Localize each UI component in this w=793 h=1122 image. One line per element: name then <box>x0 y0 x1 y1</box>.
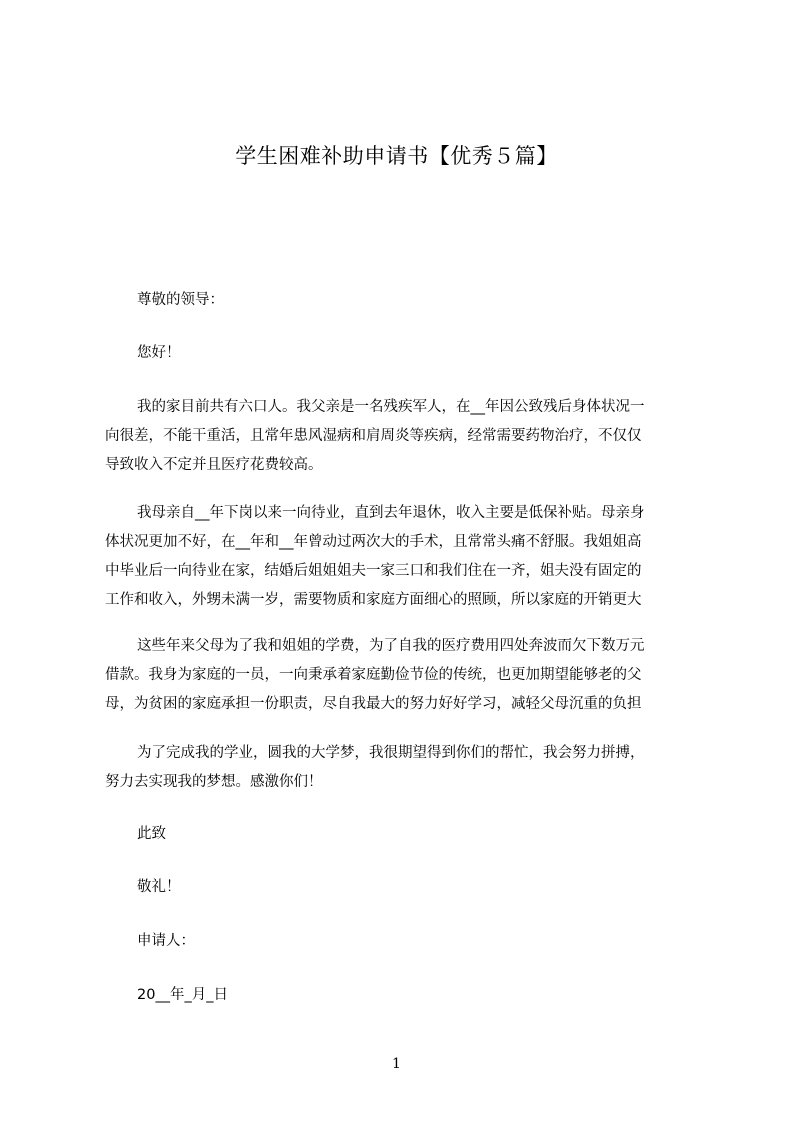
paragraph-family <box>105 393 705 480</box>
paragraph-line: 我的家目前共有六口人。我父亲是一名残疾军人，在__年因公致残后身体状况一 <box>137 399 645 415</box>
paragraph-line: 努力去实现我的梦想。感激你们！ <box>105 774 323 790</box>
paragraph-line: 借款。我身为家庭的一员，一向秉承着家庭勤俭节俭的传统，也更加期望能够老的父 <box>105 667 642 683</box>
paragraph-line: 工作和收入，外甥未满一岁，需要物质和家庭方面细心的照顾，所以家庭的开销更大 <box>105 592 642 608</box>
greeting: 您好！ <box>137 345 181 361</box>
paragraph-mother <box>105 499 705 615</box>
paragraph-line: 母，为贫困的家庭承担一份职责，尽自我最大的努力好好学习，减轻父母沉重的负担 <box>105 696 642 712</box>
paragraph-line: 中毕业后一向待业在家，结婚后姐姐姐夫一家三口和我们住在一齐，姐夫没有固定的 <box>105 563 642 579</box>
applicant-label: 申请人： <box>137 933 195 949</box>
document-title: 学生困难补助申请书【优秀５篇】 <box>235 144 558 168</box>
paragraph-parents <box>105 632 705 719</box>
paragraph-goal <box>105 739 705 797</box>
paragraph-line: 体状况更加不好，在__年和__年曾动过两次大的手术，且常常头痛不舒服。我姐姐高 <box>105 534 642 550</box>
page-number: 1 <box>392 1056 401 1072</box>
closing-line-1: 此致 <box>137 826 166 842</box>
paragraph-line: 导致收入不定并且医疗花费较高。 <box>105 457 323 473</box>
paragraph-line: 为了完成我的学业，圆我的大学梦，我很期望得到你们的帮忙，我会努力拼搏， <box>137 745 645 761</box>
salutation: 尊敬的领导： <box>137 292 224 308</box>
paragraph-line: 向很差，不能干重活，且常年患风湿病和肩周炎等疾病，经常需要药物治疗，不仅仅 <box>105 428 642 444</box>
paragraph-line: 我母亲自__年下岗以来一向待业，直到去年退休，收入主要是低保补贴。母亲身 <box>137 505 645 521</box>
closing-line-2: 敬礼！ <box>137 879 181 895</box>
paragraph-line: 这些年来父母为了我和姐姐的学费，为了自我的医疗费用四处奔波而欠下数万元 <box>137 638 645 654</box>
date-line: 20__年_月_日 <box>137 987 228 1003</box>
